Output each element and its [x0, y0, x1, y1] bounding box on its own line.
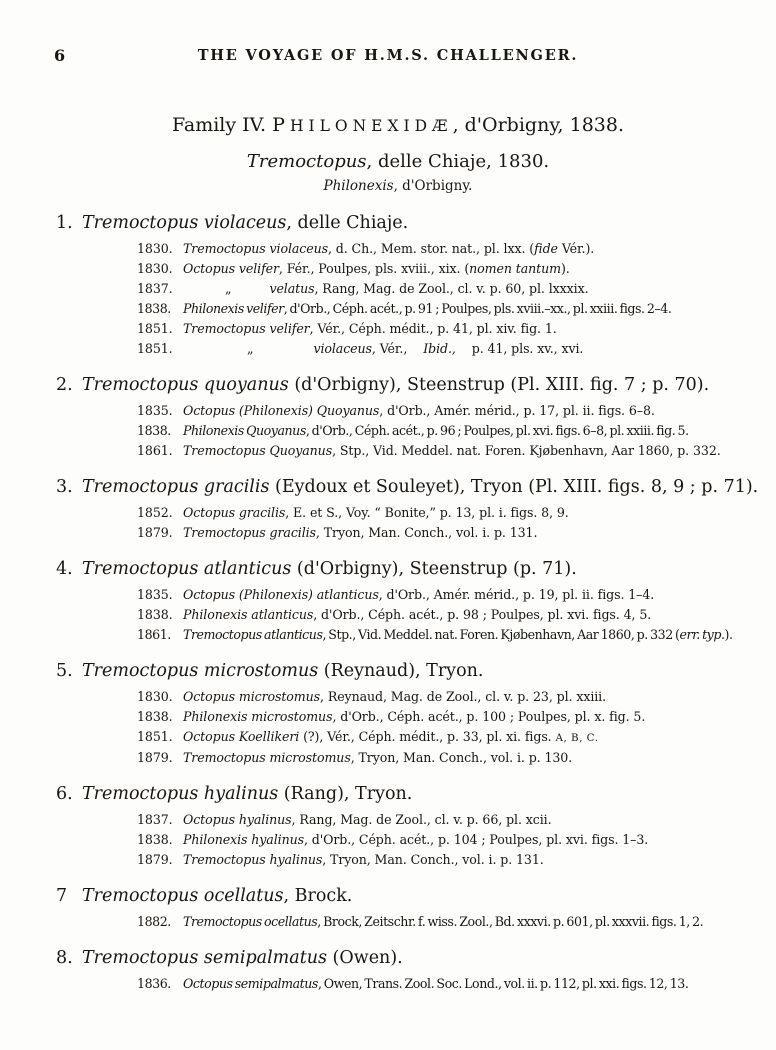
page-number: 6: [54, 46, 66, 65]
text-segment: Philonexis Quoyanus: [183, 423, 306, 438]
species-number: 3.: [56, 477, 73, 497]
text-segment: ).: [724, 627, 733, 642]
species-number: 4.: [56, 559, 73, 579]
family-suffix: , d'Orbigny, 1838.: [452, 114, 625, 136]
text-segment: Tremoctopus violaceus: [82, 213, 287, 233]
reference-year: 1879.: [137, 750, 173, 765]
species-entry: [56, 660, 760, 768]
family-heading: [56, 114, 740, 136]
text-segment: Tremoctopus hyalinus: [183, 852, 323, 867]
reference-year: 1851.: [137, 729, 173, 744]
text-segment: Octopus velifer: [183, 261, 279, 276]
reference-year: 1835.: [137, 403, 173, 418]
text-segment: (Reynaud), Tryon.: [318, 661, 484, 681]
text-segment: Philonexis microstomus: [183, 709, 333, 724]
text-segment: , d'Orb., Céph. acét., p. 100 ; Poulpes, pl. x. fig. 5.: [332, 709, 646, 724]
synonymy-reference: [137, 523, 760, 543]
reference-year: 1836.: [137, 976, 171, 991]
synonymy-reference: [137, 912, 760, 932]
synonymy-reference: [137, 259, 760, 279]
species-title: [56, 783, 760, 805]
text-segment: , Reynaud, Mag. de Zool., cl. v. p. 23, pl. xxiii.: [320, 689, 607, 704]
species-number: 7: [56, 886, 68, 906]
text-segment: , d'Orb., Céph. acét., p. 98 ; Poulpes, pl. xvi. figs. 4, 5.: [313, 607, 652, 622]
synonymy-reference: [137, 441, 760, 461]
reference-year: 1852.: [137, 505, 173, 520]
text-segment: ).: [560, 261, 570, 276]
species-title: [56, 660, 760, 682]
text-segment: „: [225, 281, 232, 296]
text-segment: Octopus gracilis: [183, 505, 286, 520]
text-segment: , d'Orb., Amér. mérid., p. 17, pl. ii. figs. 6–8.: [379, 403, 655, 418]
text-segment: Tremoctopus violaceus: [183, 241, 328, 256]
text-segment: Tremoctopus velifer: [183, 321, 310, 336]
synonymy-reference: [137, 279, 760, 299]
reference-year: 1851.: [137, 341, 173, 356]
species-title: [56, 947, 760, 969]
synonymy-reference: [137, 421, 760, 441]
text-segment: (Rang), Tryon.: [278, 784, 413, 804]
text-segment: , Stp., Vid. Meddel. nat. Foren. Kjøbenhavn, Aar 1860, p. 332.: [332, 443, 721, 458]
text-segment: nomen tantum: [469, 261, 561, 276]
synonymy-reference: [137, 503, 760, 523]
reference-year: 1838.: [137, 301, 171, 316]
text-segment: , Rang, Mag. de Zool., cl. v. p. 60, pl. lxxxix.: [314, 281, 589, 296]
text-segment: , d'Orb., Céph. acét., p. 104 ; Poulpes, pl. xvi. figs. 1–3.: [303, 832, 649, 847]
reference-year: 1830.: [137, 241, 173, 256]
reference-year: 1838.: [137, 709, 173, 724]
text-segment: velatus: [269, 281, 315, 296]
species-entry: [56, 476, 760, 543]
text-segment: Ibid.,: [423, 341, 456, 356]
species-title: [56, 558, 760, 580]
reference-year: 1837.: [137, 281, 173, 296]
genus-suffix: , delle Chiaje, 1830.: [366, 151, 550, 172]
synonymy-list: [56, 810, 760, 870]
synonymy-reference: [137, 727, 760, 748]
text-segment: A, B, C.: [555, 732, 599, 744]
synonym-heading: [56, 178, 740, 194]
reference-year: 1835.: [137, 587, 173, 602]
genus-heading: [56, 151, 740, 172]
text-segment: , Rang, Mag. de Zool., cl. v. p. 66, pl. xcii.: [291, 812, 552, 827]
text-segment: (d'Orbigny), Steenstrup (p. 71).: [291, 559, 577, 579]
text-segment: , Tryon, Man. Conch., vol. i. p. 131.: [315, 525, 538, 540]
running-head: [56, 46, 760, 68]
synonymy-list: [56, 239, 760, 359]
text-segment: Philonexis atlanticus: [183, 607, 314, 622]
reference-year: 1838.: [137, 832, 173, 847]
text-segment: Tremoctopus Quoyanus: [183, 443, 333, 458]
family-prefix: Family IV.: [171, 114, 273, 136]
text-segment: err. typ.: [679, 627, 725, 642]
reference-year: 1838.: [137, 607, 173, 622]
text-segment: Tremoctopus microstomus: [183, 750, 351, 765]
synonymy-list: [56, 401, 760, 461]
species-title: [56, 476, 760, 498]
text-segment: Vér.).: [557, 241, 595, 256]
text-segment: Tremoctopus gracilis: [82, 477, 270, 497]
species-title: [56, 212, 760, 234]
text-segment: Tremoctopus atlanticus: [183, 627, 323, 642]
text-segment: Octopus Koellikeri: [183, 729, 300, 744]
text-segment: fide: [534, 241, 558, 256]
species-number: 6.: [56, 784, 73, 804]
synonymy-reference: [137, 748, 760, 768]
reference-year: 1851.: [137, 321, 173, 336]
text-segment: , Fér., Poulpes, pls. xviii., xix. (: [278, 261, 470, 276]
text-segment: (Owen).: [326, 948, 403, 968]
reference-year: 1861.: [137, 443, 173, 458]
synonymy-reference: [137, 319, 760, 339]
synonym-suffix: , d'Orbigny.: [393, 178, 473, 194]
synonymy-list: [56, 585, 760, 645]
species-title: [56, 885, 760, 907]
text-segment: (d'Orbigny), Steenstrup (Pl. XIII. fig. 7 ; p. 70).: [288, 375, 710, 395]
text-segment: Philonexis velifer: [183, 301, 284, 316]
text-segment: , d'Orb., Céph. acét., p. 91 ; Poulpes, pls. xviii.–xx., pl. xxiii. figs. 2–4.: [283, 301, 672, 316]
synonymy-list: [56, 503, 760, 543]
text-segment: , Brock, Zeitschr. f. wiss. Zool., Bd. xxxvi. p. 601, pl. xxxvii. figs. 1, 2.: [317, 914, 704, 929]
text-segment: Tremoctopus gracilis: [183, 525, 316, 540]
species-entry: [56, 212, 760, 359]
species-entry: [56, 885, 760, 932]
synonymy-reference: [137, 707, 760, 727]
synonymy-reference: [137, 239, 760, 259]
synonymy-reference: [137, 625, 760, 645]
synonymy-reference: [137, 850, 760, 870]
species-entry: [56, 374, 760, 461]
text-segment: , Tryon, Man. Conch., vol. i. p. 130.: [350, 750, 573, 765]
text-segment: , E. et S., Voy. “ Bonite,” p. 13, pl. i. figs. 8, 9.: [285, 505, 569, 520]
synonymy-reference: [137, 810, 760, 830]
text-segment: Octopus semipalmatus: [183, 976, 318, 991]
reference-year: 1830.: [137, 261, 173, 276]
species-list: [56, 212, 760, 994]
synonym-name: Philonexis: [323, 178, 394, 194]
species-entry: [56, 947, 760, 994]
text-segment: (?), Vér., Céph. médit., p. 33, pl. xi. figs.: [299, 729, 556, 744]
synonymy-list: [56, 912, 760, 932]
text-segment: Tremoctopus microstomus: [82, 661, 319, 681]
reference-year: 1861.: [137, 627, 171, 642]
species-entry: [56, 783, 760, 870]
text-segment: , Vér.,: [371, 341, 408, 356]
synonymy-reference: [137, 830, 760, 850]
text-segment: Octopus hyalinus: [183, 812, 292, 827]
text-segment: p. 41, pls. xv., xvi.: [471, 341, 584, 356]
family-name: PHILONEXIDÆ: [272, 114, 453, 136]
synonymy-list: [56, 974, 760, 994]
reference-year: 1838.: [137, 423, 171, 438]
text-segment: Tremoctopus hyalinus: [82, 784, 279, 804]
text-segment: Tremoctopus ocellatus: [82, 886, 284, 906]
reference-year: 1882.: [137, 914, 171, 929]
text-segment: , Stp., Vid. Meddel. nat. Foren. Kjøbenhavn, Aar 1860, p. 332 (: [322, 627, 680, 642]
synonymy-reference: [137, 401, 760, 421]
text-segment: Tremoctopus semipalmatus: [82, 948, 327, 968]
species-number: 8.: [56, 948, 73, 968]
synonymy-reference: [137, 605, 760, 625]
genus-name: Tremoctopus: [246, 151, 367, 172]
text-segment: , delle Chiaje.: [286, 213, 409, 233]
text-segment: , d'Orb., Amér. mérid., p. 19, pl. ii. figs. 1–4.: [378, 587, 655, 602]
text-segment: Octopus (Philonexis) atlanticus: [183, 587, 379, 602]
species-entry: [56, 558, 760, 645]
text-segment: violaceus: [313, 341, 372, 356]
reference-year: 1837.: [137, 812, 173, 827]
text-segment: (Eydoux et Souleyet), Tryon (Pl. XIII. figs. 8, 9 ; p. 71).: [269, 477, 759, 497]
species-title: [56, 374, 760, 396]
synonymy-list: [56, 687, 760, 768]
text-segment: Tremoctopus ocellatus: [183, 914, 318, 929]
reference-year: 1879.: [137, 852, 173, 867]
text-segment: Tremoctopus atlanticus: [82, 559, 292, 579]
reference-year: 1830.: [137, 689, 173, 704]
synonymy-reference: [137, 339, 760, 359]
text-segment: , Brock.: [283, 886, 353, 906]
synonymy-reference: [137, 299, 760, 319]
text-segment: , Owen, Trans. Zool. Soc. Lond., vol. ii. p. 112, pl. xxi. figs. 12, 13.: [317, 976, 689, 991]
text-segment: Octopus microstomus: [183, 689, 321, 704]
text-segment: Philonexis hyalinus: [183, 832, 304, 847]
text-segment: Octopus (Philonexis) Quoyanus: [183, 403, 380, 418]
running-title: THE VOYAGE OF H.M.S. CHALLENGER.: [197, 47, 579, 64]
species-number: 1.: [56, 213, 73, 233]
species-number: 2.: [56, 375, 73, 395]
text-segment: , Vér., Céph. médit., p. 41, pl. xiv. fig. 1.: [309, 321, 557, 336]
reference-year: 1879.: [137, 525, 173, 540]
species-number: 5.: [56, 661, 73, 681]
text-segment: , d. Ch., Mem. stor. nat., pl. lxx. (: [327, 241, 535, 256]
text-segment: Tremoctopus quoyanus: [82, 375, 289, 395]
text-segment: , Tryon, Man. Conch., vol. i. p. 131.: [322, 852, 544, 867]
text-segment: „: [247, 341, 254, 356]
synonymy-reference: [137, 974, 760, 994]
synonymy-reference: [137, 687, 760, 707]
synonymy-reference: [137, 585, 760, 605]
text-segment: , d'Orb., Céph. acét., p. 96 ; Poulpes, pl. xvi. figs. 6–8, pl. xxiii. fig. 5.: [305, 423, 689, 438]
